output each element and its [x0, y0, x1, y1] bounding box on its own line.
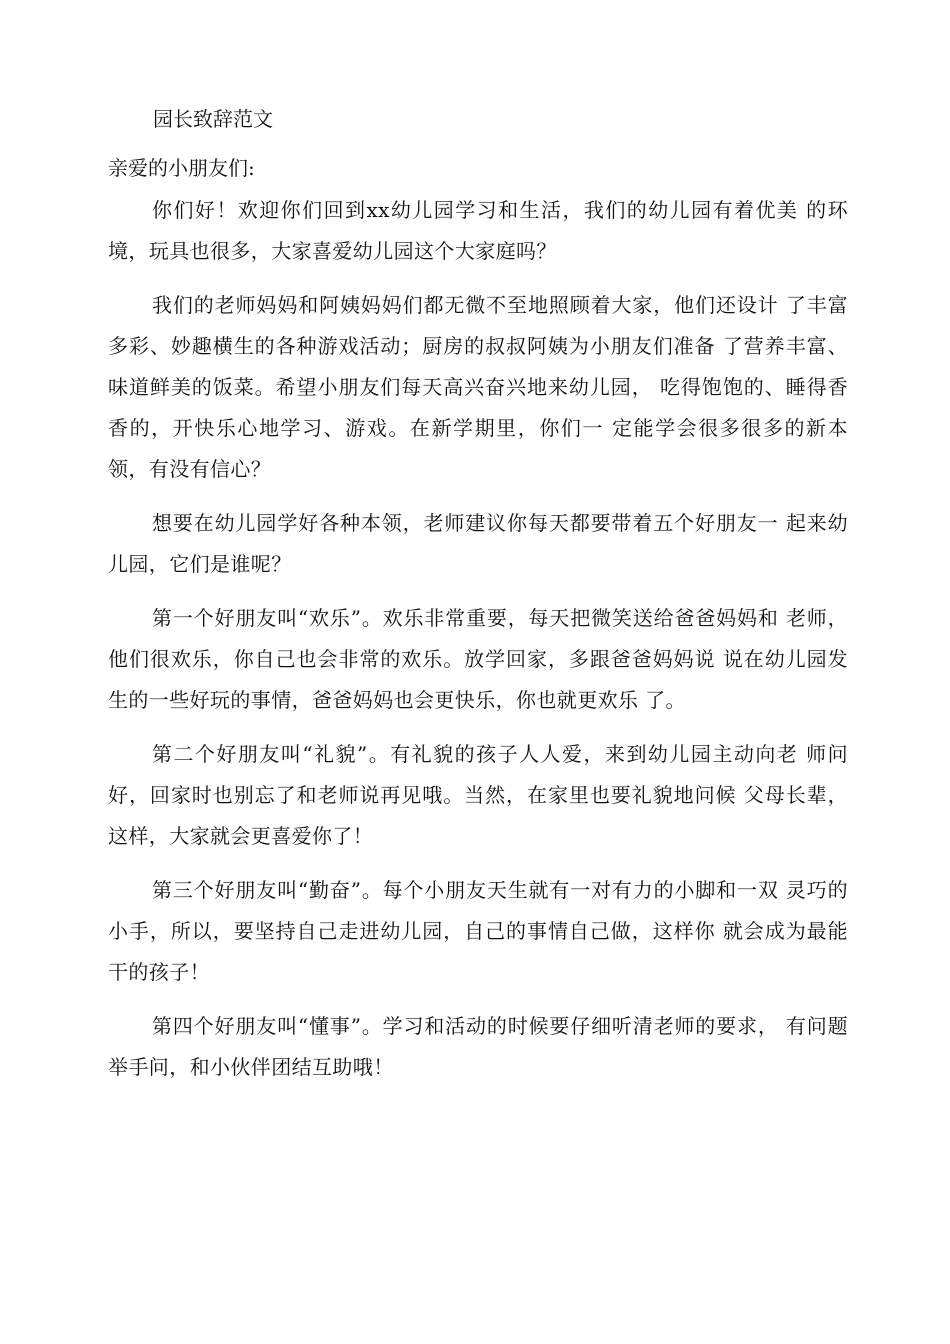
paragraph-friend-courtesy: 第二个好朋友叫“礼貌”。有礼貌的孩子人人爱，来到幼儿园主动向老 师问好，回家时也别忘了和老师说再见哦。当然，在家里也要礼貌地问候 父母长辈，这样，大家就会更喜爱你了！: [108, 742, 848, 848]
document-body: [108, 190, 848, 1101]
paragraph-welcome: 你们好！欢迎你们回到xx幼儿园学习和生活，我们的幼儿园有着优美 的环境，玩具也很多，大家喜爱幼儿园这个大家庭吗？: [108, 198, 848, 263]
paragraph-five-friends: 想要在幼儿园学好各种本领，老师建议你每天都要带着五个好朋友一 起来幼儿园，它们是谁呢？: [108, 511, 848, 576]
paragraph-friend-diligence: 第三个好朋友叫“勤奋”。每个小朋友天生就有一对有力的小脚和一双 灵巧的小手，所以，要坚持自己走进幼儿园，自己的事情自己做，这样你 就会成为最能干的孩子！: [108, 878, 848, 984]
paragraph-friend-joy: 第一个好朋友叫“欢乐”。欢乐非常重要，每天把微笑送给爸爸妈妈和 老师，他们很欢乐，你自己也会非常的欢乐。放学回家，多跟爸爸妈妈说 说在幼儿园发生的一些好玩的事情，爸爸妈妈也会更快乐，你也就更欢乐 了。: [108, 606, 848, 712]
paragraph-friend-sensible: 第四个好朋友叫“懂事”。学习和活动的时候要仔细听清老师的要求， 有问题举手问，和小伙伴团结互助哦！: [108, 1014, 848, 1079]
greeting-line: 亲爱的小朋友们:: [108, 156, 255, 180]
paragraph-teachers: 我们的老师妈妈和阿姨妈妈们都无微不至地照顾着大家，他们还设计 了丰富多彩、妙趣横生的各种游戏活动；厨房的叔叔阿姨为小朋友们准备 了营养丰富、味道鲜美的饭菜。希望小朋友们每天高兴奋兴地来幼儿园， 吃得饱饱的、睡得香香的，开快乐心地学习、游戏。在新学期里，你们一 定能学会很多很多的新本领，有没有信心？: [108, 293, 848, 481]
document-title: 园长致辞范文: [153, 107, 273, 131]
